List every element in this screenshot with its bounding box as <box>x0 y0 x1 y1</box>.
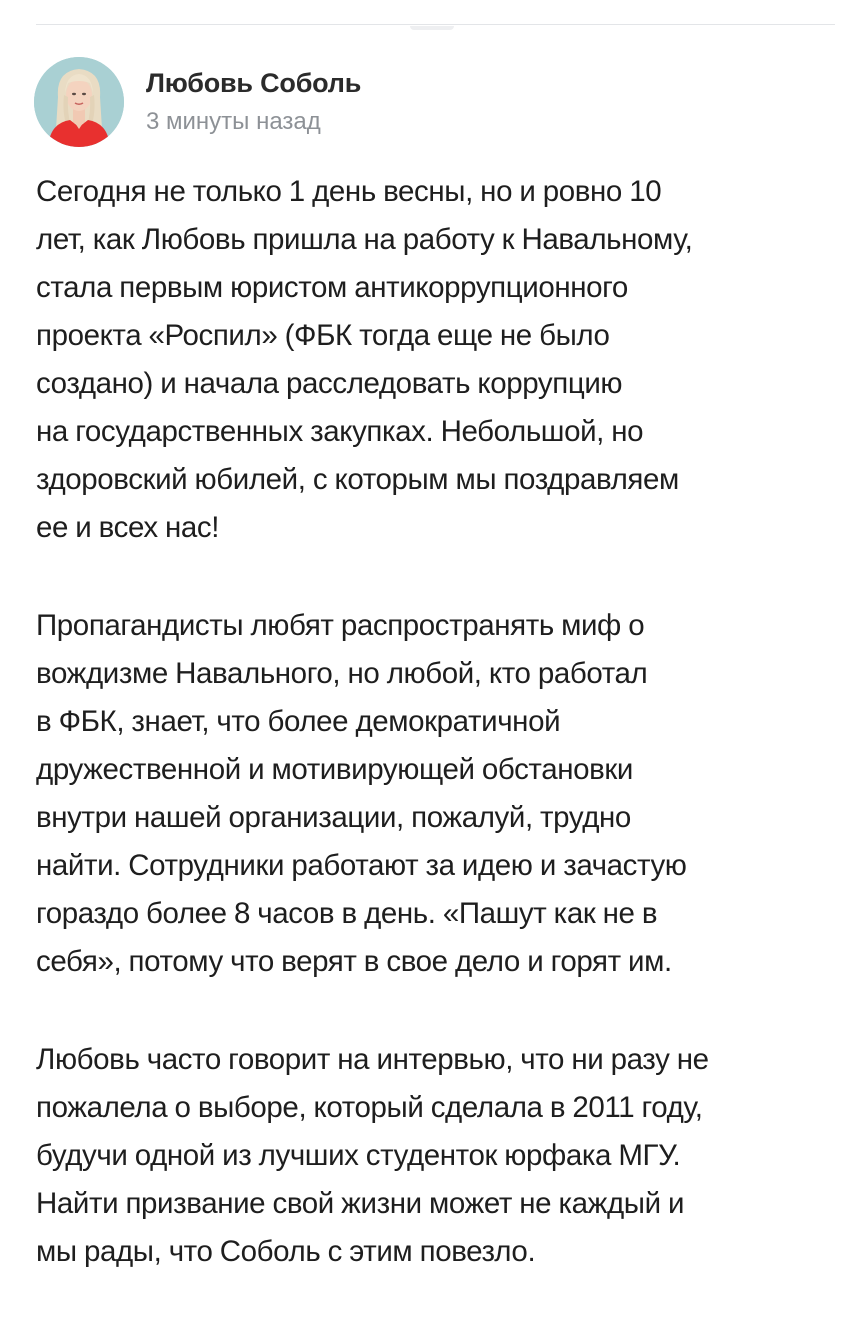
text-line: лет, как Любовь пришла на работу к Навальному, <box>36 223 693 256</box>
text-line: на государственных закупках. Небольшой, но <box>36 415 644 448</box>
text-line: здоровский юбилей, с которым мы поздравляем <box>36 463 679 496</box>
text-line: в ФБК, знает, что более демократичной <box>36 705 561 738</box>
text-line: будучи одной из лучших студенток юрфака МГУ. <box>36 1139 681 1172</box>
text-line: Сегодня не только 1 день весны, но и ровно 10 <box>36 175 662 208</box>
avatar[interactable] <box>34 57 124 147</box>
text-line: гораздо более 8 часов в день. «Пашут как не в <box>36 897 658 930</box>
text-line: дружественной и мотивирующей обстановки <box>36 753 633 786</box>
post-paragraph-3 <box>36 1036 836 1276</box>
text-line: Любовь часто говорит на интервью, что ни разу не <box>36 1043 709 1076</box>
author-block <box>146 66 361 138</box>
post-body <box>36 168 836 1326</box>
text-line: вождизме Навального, но любой, кто работал <box>36 657 648 690</box>
text-line: стала первым юристом антикоррупционного <box>36 271 628 304</box>
top-divider <box>36 24 835 25</box>
text-line: Найти призвание свой жизни может не каждый и <box>36 1187 685 1220</box>
text-line: Пропагандисты любят распространять миф о <box>36 609 645 642</box>
text-line: пожалела о выборе, который сделала в 2011 году, <box>36 1091 703 1124</box>
post-header <box>34 56 361 148</box>
text-line: найти. Сотрудники работают за идею и зачастую <box>36 849 687 882</box>
pull-handle <box>410 26 454 30</box>
post-timestamp[interactable]: 3 минуты назад <box>146 108 321 135</box>
text-line: внутри нашей организации, пожалуй, трудно <box>36 801 631 834</box>
author-name[interactable]: Любовь Соболь <box>146 68 362 98</box>
text-line: проекта «Роспил» (ФБК тогда еще не было <box>36 319 610 352</box>
post-paragraph-1 <box>36 168 836 552</box>
text-line: себя», потому что верят в свое дело и горят им. <box>36 945 672 978</box>
text-line: создано) и начала расследовать коррупцию <box>36 367 623 400</box>
post-paragraph-2 <box>36 602 836 986</box>
text-line: ее и всех нас! <box>36 511 220 544</box>
text-line: мы рады, что Соболь с этим повезло. <box>36 1235 536 1268</box>
avatar-photo-icon <box>34 57 124 147</box>
